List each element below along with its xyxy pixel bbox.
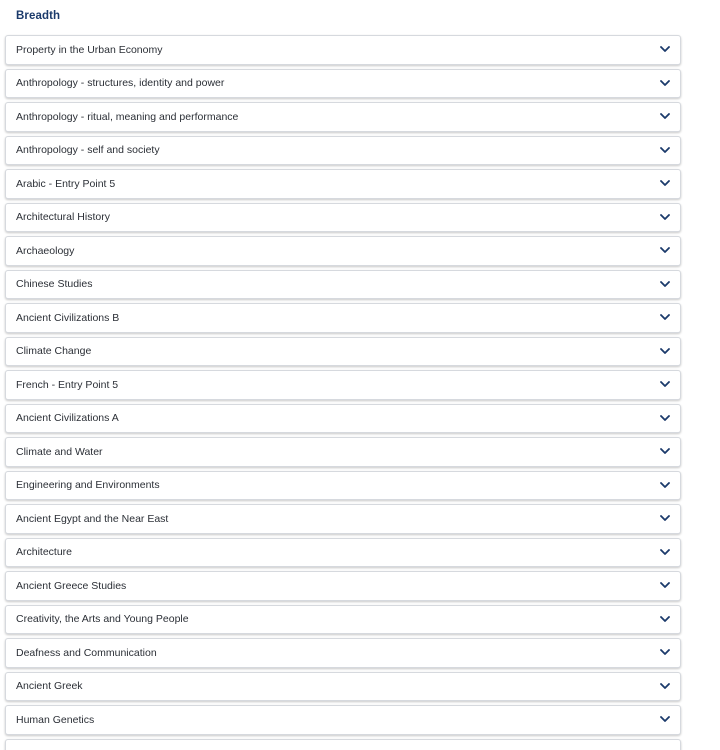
accordion-item-label: Architectural History [16, 211, 110, 224]
accordion-item[interactable] [5, 739, 681, 750]
accordion-item[interactable] [5, 370, 681, 400]
accordion-item[interactable] [5, 638, 681, 668]
accordion-item-label: Ancient Civilizations B [16, 311, 120, 324]
accordion-item[interactable] [5, 672, 681, 702]
chevron-down-icon[interactable] [660, 547, 670, 557]
accordion-item-label: Anthropology - ritual, meaning and performance [16, 110, 239, 123]
accordion-item-label: Archaeology [16, 244, 75, 257]
accordion-item[interactable] [5, 538, 681, 568]
accordion-item-label: Arabic - Entry Point 5 [16, 177, 116, 190]
accordion-item-label: Ancient Greece Studies [16, 579, 127, 592]
chevron-down-icon[interactable] [660, 279, 670, 289]
chevron-down-icon[interactable] [660, 581, 670, 591]
accordion-item[interactable] [5, 303, 681, 333]
chevron-down-icon[interactable] [660, 480, 670, 490]
accordion-item[interactable] [5, 571, 681, 601]
accordion-item-label: Climate Change [16, 345, 92, 358]
accordion-item[interactable] [5, 437, 681, 467]
chevron-down-icon[interactable] [660, 45, 670, 55]
accordion-item[interactable] [5, 35, 681, 65]
chevron-down-icon[interactable] [660, 246, 670, 256]
section-title: Breadth [16, 10, 61, 22]
chevron-down-icon[interactable] [660, 413, 670, 423]
accordion-item[interactable] [5, 504, 681, 534]
accordion-item-label: Ancient Greek [16, 680, 83, 693]
accordion-item-label: French - Entry Point 5 [16, 378, 119, 391]
chevron-down-icon[interactable] [660, 179, 670, 189]
accordion-item-label: Climate and Water [16, 445, 103, 458]
accordion-item-label: Engineering and Environments [16, 479, 160, 492]
accordion-item[interactable] [5, 236, 681, 266]
chevron-down-icon[interactable] [660, 681, 670, 691]
chevron-down-icon[interactable] [660, 313, 670, 323]
accordion-item-label: Human Genetics [16, 713, 95, 726]
accordion-item[interactable] [5, 270, 681, 300]
chevron-down-icon[interactable] [660, 346, 670, 356]
accordion-item-label: Creativity, the Arts and Young People [16, 613, 189, 626]
accordion-item[interactable] [5, 69, 681, 99]
accordion-item[interactable] [5, 605, 681, 635]
accordion-list [5, 35, 681, 750]
chevron-down-icon[interactable] [660, 212, 670, 222]
chevron-down-icon[interactable] [660, 380, 670, 390]
accordion-item[interactable] [5, 102, 681, 132]
accordion-item[interactable] [5, 136, 681, 166]
chevron-down-icon[interactable] [660, 614, 670, 624]
accordion-item-label: Chinese Studies [16, 278, 93, 291]
accordion-item[interactable] [5, 705, 681, 735]
accordion-item[interactable] [5, 337, 681, 367]
accordion-item[interactable] [5, 169, 681, 199]
chevron-down-icon[interactable] [660, 112, 670, 122]
accordion-item[interactable] [5, 203, 681, 233]
accordion-item-label: Architecture [16, 546, 73, 559]
chevron-down-icon[interactable] [660, 514, 670, 524]
chevron-down-icon[interactable] [660, 715, 670, 725]
accordion-item-label: Ancient Civilizations A [16, 412, 119, 425]
accordion-item-label: Anthropology - structures, identity and power [16, 77, 225, 90]
accordion-item-label: Deafness and Communication [16, 646, 157, 659]
chevron-down-icon[interactable] [660, 145, 670, 155]
accordion-item[interactable] [5, 404, 681, 434]
chevron-down-icon[interactable] [660, 78, 670, 88]
chevron-down-icon[interactable] [660, 447, 670, 457]
chevron-down-icon[interactable] [660, 648, 670, 658]
accordion-item-label: Ancient Egypt and the Near East [16, 512, 169, 525]
accordion-item-label: Property in the Urban Economy [16, 43, 163, 56]
accordion-item[interactable] [5, 471, 681, 501]
accordion-item-label: Anthropology - self and society [16, 144, 160, 157]
